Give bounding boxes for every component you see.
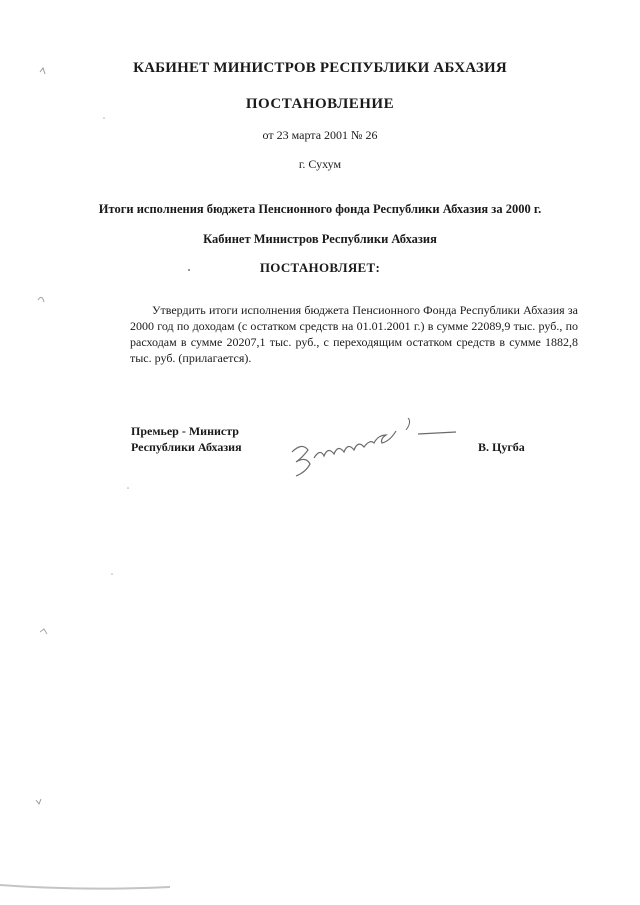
resolves-heading: ПОСТАНОВЛЯЕТ: bbox=[259, 260, 381, 275]
handwritten-signature bbox=[278, 412, 468, 484]
signatory-title-line2: Республики Абхазия bbox=[131, 440, 242, 454]
resolution-body: Утвердить итоги исполнения бюджета Пенсионного Фонда Республики Абхазия за 2000 год по доходам (с остатком средств на 01.01.2001 г.) в сумме 22089,9 тыс. руб., по расходам в сумме 20207,1 тыс. руб., с переходящим остатком средств в сумме 1882,8 тыс. руб. (прилагается). bbox=[130, 303, 578, 365]
signatory-name: В. Цугба bbox=[478, 440, 525, 454]
date-number: от 23 марта 2001 № 26 bbox=[262, 128, 378, 142]
document-type: ПОСТАНОВЛЕНИЕ bbox=[245, 96, 395, 112]
signatory-title-line1: Премьер - Министр bbox=[131, 424, 239, 438]
city: г. Сухум bbox=[298, 157, 342, 171]
signatory-title bbox=[131, 423, 242, 455]
issuer: Кабинет Министров Республики Абхазия bbox=[203, 232, 437, 246]
organization-title: КАБИНЕТ МИНИСТРОВ РЕСПУБЛИКИ АБХАЗИЯ bbox=[133, 60, 507, 76]
document-subject: Итоги исполнения бюджета Пенсионного фонда Республики Абхазия за 2000 г. bbox=[98, 202, 542, 216]
